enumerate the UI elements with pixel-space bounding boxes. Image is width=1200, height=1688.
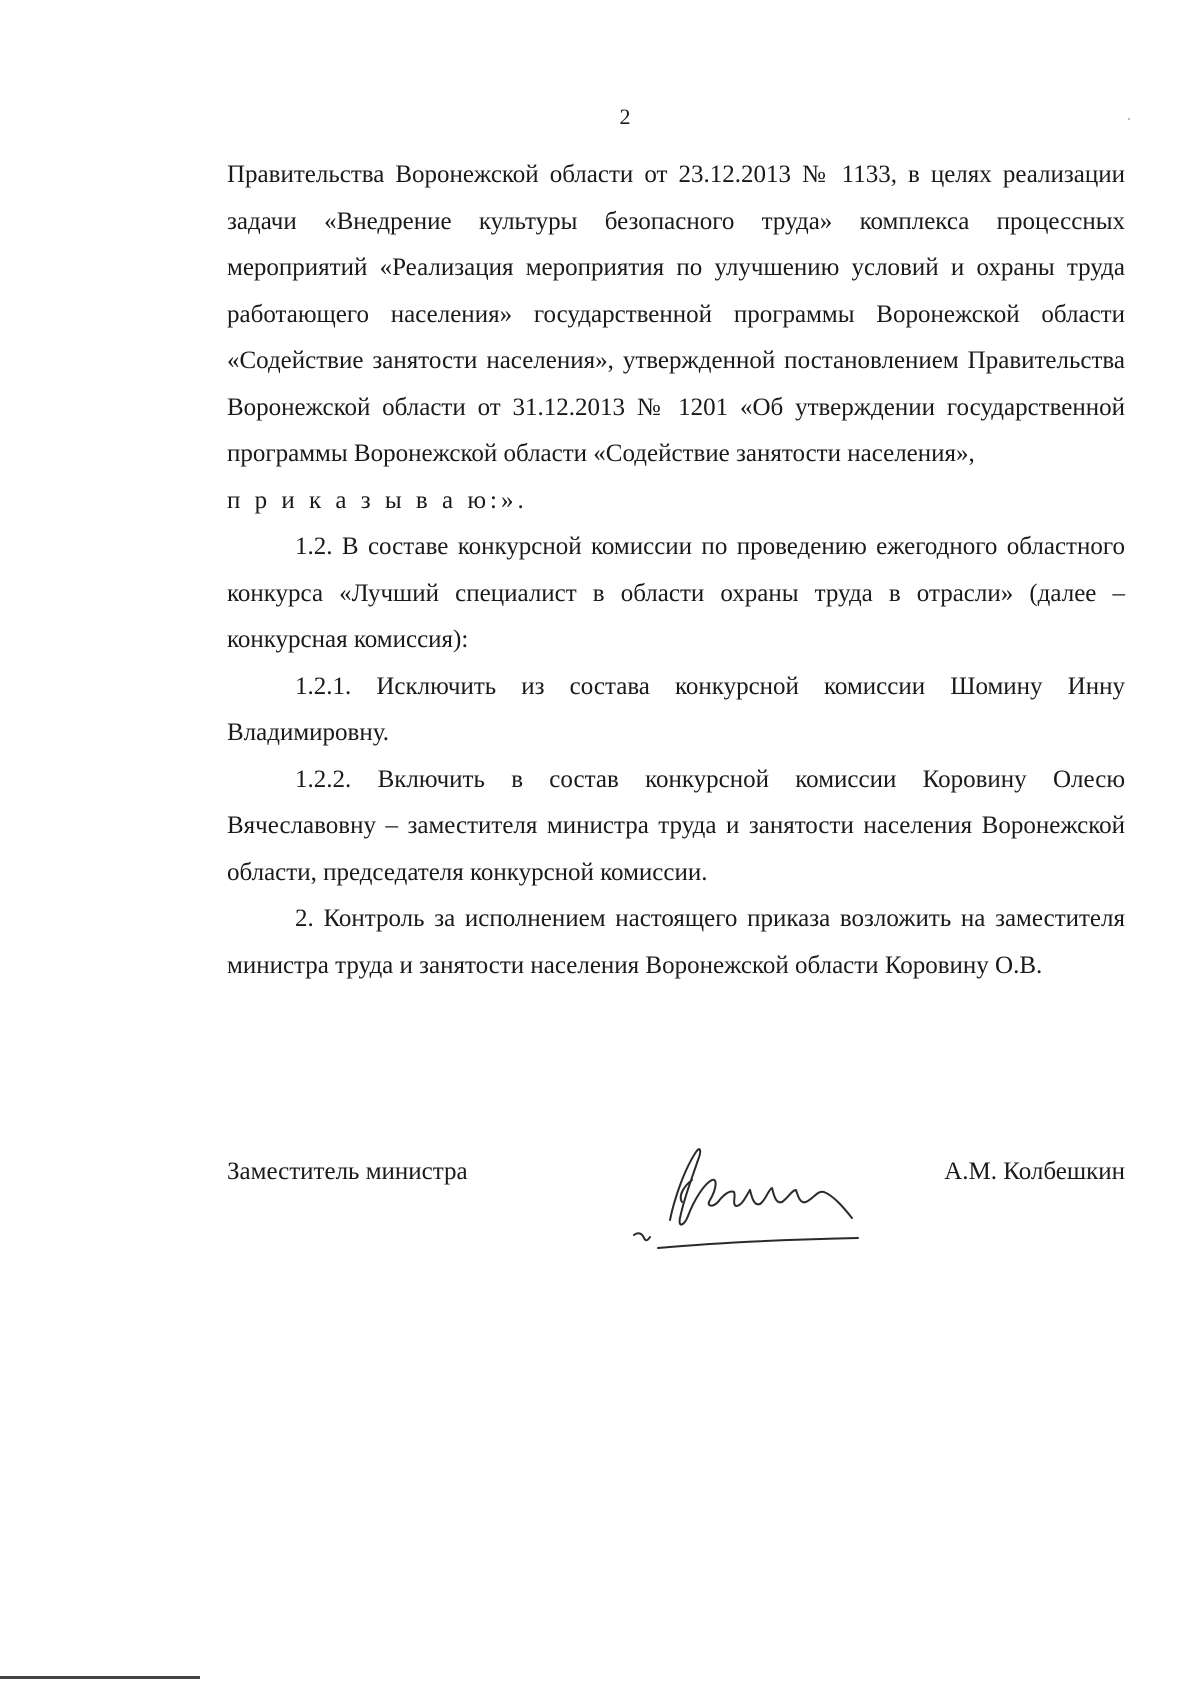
paragraph-2: 2. Контроль за исполнением настоящего приказа возложить на заместителя министра труда и занятости населения Воронежской области Коровину О.В. <box>227 905 1125 979</box>
signatory-name: А.М. Колбешкин <box>944 1158 1125 1185</box>
paragraph-preamble: Правительства Воронежской области от 23.12.2013 № 1133, в целях реализации задачи «Внедрение культуры безопасного труда» комплекса процессных мероприятий «Реализация мероприятия по улучшению условий и охраны труда работающего населения» государственной программы Воронежской области «Содействие занятости населения», утвержденной постановлением Правительства Воронежской области от 31.12.2013 № 1201 «Об утверждении государственной программы Воронежской области «Содействие занятости населения», <box>227 161 1125 467</box>
scan-artifact <box>1128 118 1130 120</box>
handwritten-signature <box>622 1140 872 1250</box>
paragraph-1-2: 1.2. В составе конкурсной комиссии по проведению ежегодного областного конкурса «Лучший специалист в области охраны труда в отрасли» (далее – конкурсная комиссия): <box>227 533 1125 653</box>
signature-block <box>227 1150 1125 1270</box>
signatory-title: Заместитель министра <box>227 1158 468 1185</box>
paragraph-order-word: п р и к а з ы в а ю:». <box>227 486 528 514</box>
page-number: 2 <box>619 104 631 129</box>
document-body <box>227 152 1125 989</box>
paragraph-1-2-2: 1.2.2. Включить в состав конкурсной комиссии Коровину Олесю Вячеславовну – заместителя министра труда и занятости населения Воронежской области, председателя конкурсной комиссии. <box>227 765 1125 886</box>
paragraph-1-2-1: 1.2.1. Исключить из состава конкурсной комиссии Шомину Инну Владимировну. <box>227 672 1125 746</box>
bottom-edge-line <box>0 1676 200 1679</box>
